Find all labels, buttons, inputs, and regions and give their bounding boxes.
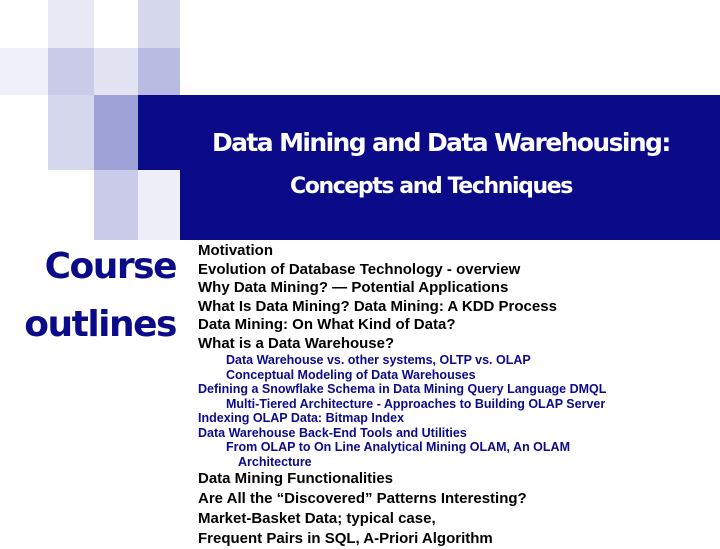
outline-item: From OLAP to On Line Analytical Mining OLAM, An OLAM <box>226 440 570 454</box>
slide-title: Data Mining and Data Warehousing: <box>212 128 670 157</box>
decor-square <box>48 0 94 48</box>
title-banner <box>180 95 720 240</box>
decor-square <box>48 95 94 170</box>
decor-square <box>48 48 94 95</box>
slide-subtitle: Concepts and Techniques <box>290 174 572 199</box>
outline-item: Data Warehouse Back-End Tools and Utilities <box>198 425 467 440</box>
decor-square <box>94 48 138 95</box>
decor-square <box>138 0 180 48</box>
outline-item: Motivation <box>198 242 273 259</box>
outline-item: Market-Basket Data; typical case, <box>198 510 436 527</box>
decor-square <box>94 170 138 240</box>
outline-item: Frequent Pairs in SQL, A-Priori Algorithm <box>198 530 493 547</box>
outline-item: Indexing OLAP Data: Bitmap Index <box>198 411 405 425</box>
outline-item: Architecture <box>238 454 312 469</box>
outline-item: Data Mining: On What Kind of Data? <box>198 316 456 333</box>
decor-square <box>48 170 94 240</box>
outline-item: Conceptual Modeling of Data Warehouses <box>226 367 476 382</box>
side-heading-line: outlines <box>24 304 176 345</box>
decor-square <box>138 170 180 240</box>
decor-square <box>0 95 48 170</box>
side-heading <box>0 238 176 354</box>
outline-item: Defining a Snowflake Schema in Data Mining Query Language DMQL <box>198 382 607 396</box>
outline-item: What Is Data Mining? Data Mining: A KDD Process <box>198 297 557 315</box>
outline-item: Data Warehouse vs. other systems, OLTP vs. OLAP <box>226 353 531 367</box>
decor-square <box>138 48 180 95</box>
outline-item: What is a Data Warehouse? <box>198 334 395 352</box>
outline-item: Why Data Mining? — Potential Applications <box>198 279 509 296</box>
decor-square <box>0 170 48 240</box>
side-heading-line: Course <box>44 246 176 287</box>
outline-item: Data Mining Functionalities <box>198 470 394 487</box>
outline-item: Evolution of Database Technology - overview <box>198 260 521 278</box>
outline-item: Are All the “Discovered” Patterns Interesting? <box>198 490 527 507</box>
course-outline-list <box>198 242 718 549</box>
decor-square <box>0 48 48 95</box>
outline-item: Multi-Tiered Architecture - Approaches to Building OLAP Server <box>226 396 606 411</box>
decor-square <box>94 95 138 170</box>
